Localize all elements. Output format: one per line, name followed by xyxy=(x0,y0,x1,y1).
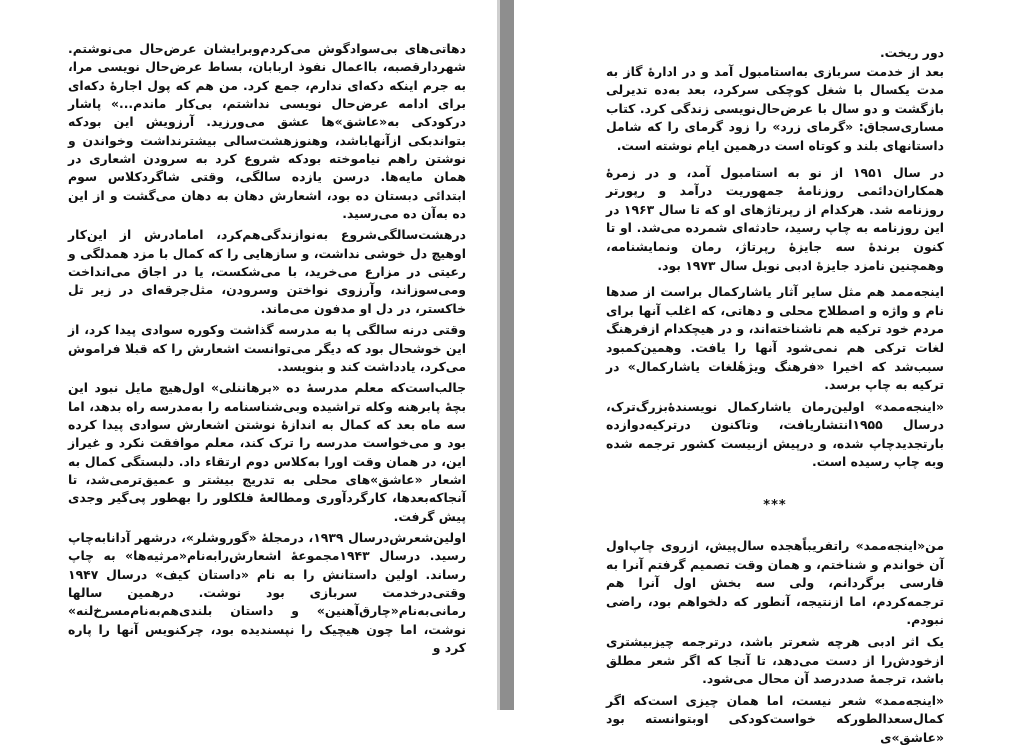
right-page xyxy=(514,0,1024,745)
paragraph: دور ریخت. xyxy=(879,45,944,60)
paragraph: یک اثر ادبی هرچه شعرتر باشد، درترجمه چیزبیشتری ازخودش‌را از دست می‌دهد، تا آنجا که اگر شعر مطلق باشد، ترجمهٔ صددرصد آن محال می‌شود. xyxy=(606,634,944,687)
paragraph: اینجه‌ممد هم مثل سایر آثار یاشارکمال براست از صدها نام و واژه و اصطلاح محلی و دهاتی، که اغلب آنها برای مردم خود ترکیه هم ناشناخته‌اند، و در هیچکدام ازفرهنگ لغات ترکی هم نمی‌شود آنها را یافت. وهمین‌کمبود سبب‌شد که اخیرا «فرهنگ ویژهٔلغات یاشارکمال» در ترکیه به چاپ برسد. xyxy=(606,284,944,393)
paragraph: وقتی درنه سالگی پا به مدرسه گذاشت وکوره سوادی پیدا کرد، از این خوشحال بود که دیگر می‌توانست اشعارش را که قبلا فراموش می‌کرد، یادداشت کند و بنویسد. xyxy=(68,322,466,374)
paragraph: دهاتی‌های بی‌سوادگوش می‌کردم‌وبرایشان عرض‌حال می‌نوشتم. شهردارقصبه، بااعمال نفوذ اربابان، بساط عرض‌حال نویسی مرا، به جرم اینکه دکه‌ای ندارم، جمع کرد. من هم که پول اجارهٔ دکه‌ای برای ادامه عرض‌حال نویسی نداشتم، بی‌کار ماندم...» پاشار درکودکی به«عاشق»ها عشق می‌ورزید. آرزویش این بودکه بتواندبکی ازآنهاباشد، وهنوزهشت‌سالی بیشترنداشت وخواندن و نوشتن راهم نیاموخته بودکه شروع کرد به سرودن اشعاری در همان مایه‌ها. درسن یازده سالگی، وقتی شاگردکلاس سوم ابتدائی دبستان ده بود، اشعارش دهان به دهان می‌گشت و از این ده به‌آن ده می‌رسید. xyxy=(68,41,466,222)
section-separator: *** xyxy=(763,498,787,514)
paragraph: من«اینجه‌ممد» راتفریباًهجده سال‌پیش، ازروی چاپ‌اول آن خواندم و شناختم، و همان وقت تصمیم گرفتم آنرا به فارسی برگردانم، ولی سه بخش اول آنرا هم ترجمه‌کردم، اما ازنتیجه، آنطور که دلخواهم بود، راضی نبودم. xyxy=(606,538,944,628)
paragraph: جالب‌است‌که معلم مدرسهٔ ده «برهاننلی» اول‌هیچ مایل نبود این بچهٔ پابرهنه وکله تراشیده وبی‌شناسنامه را به‌مدرسه راه بدهد، اما سه ماه بعد که کمال به اندازهٔ نوشتن اشعارش سوادی پیدا کرده بود و می‌خواست مدرسه را ترک کند، معلم موافقت نکرد و غیراز این، در همان وقت اورا به‌کلاس دوم ارتقاء داد. دلبستگی کمال به اشعار «عاشق»های محلی به تدریج بیشتر و عمیق‌ترمی‌شد، تا آنجاکه‌بعدها، کارگردآوری ومطالعهٔ فلکلور را بهطور پی‌گیر وجدی پیش گرفت. xyxy=(68,380,466,524)
paragraph: بعد از خدمت سربازی به‌استامبول آمد و در ادارهٔ گاز به مدت یکسال با شغل کوچکی سرکرد، بعد به‌ده تدیرلی بازگشت و دو سال با عرض‌حال‌نویسی زندگی کرد. کتاب مساری‌سجاق: «گرمای زرد» را زود گرمای را که شامل داستانهای بلند و کوتاه است درهمین ایام نوشته است. xyxy=(606,63,944,153)
page-gutter xyxy=(500,0,514,710)
paragraph: در سال ۱۹۵۱ از نو به استامبول آمد، و در زمرهٔ همکاران‌دائمی روزنامهٔ جمهوریت درآمد و رپورتر روزنامه شد. هرکدام از رپرتاژهای او که تا سال ۱۹۶۳ در این روزنامه به چاپ رسید، حادثه‌ای شمرده می‌شد. او تا کنون برندهٔ سه جایزهٔ رپرتاژ، رمان ونمایشنامه، وهمچنین نامزد جایزهٔ ادبی نوبل سال ۱۹۷۳ بود. xyxy=(606,164,944,273)
paragraph: اولین‌شعرش‌درسال ۱۹۳۹، درمجلهٔ «گوروشلر»، درشهر آدانا‌به‌چاپ رسید. درسال ۱۹۴۳مجموعهٔ اشعارش‌رابه‌نام«مرثیه‌ها» به چاپ رساند. اولین داستانش را به نام «داستان کیف» درسال ۱۹۴۷ وقتی‌درخدمت سربازی بود نوشت. درهمین سالها رمانی‌به‌نام«چارق‌آهنین» و داستان بلندی‌هم‌به‌نام‌مسرخ‌لنه» نوشت، اما چون هیچیک را نپسندیده بود، چرکنویس آنها را پاره کرد و xyxy=(68,529,466,655)
paragraph: درهشت‌سالگی‌شروع به‌نوازندگی‌هم‌کرد، امامادرش از این‌کار اوهیچ دل خوشی نداشت، و سازهایی را که کمال با مزد همدلگی و رعیتی در مزارع می‌خرید، با می‌شکست، یا در اجاق می‌انداخت ومی‌سوزاند، وآرزوی نواختن وسرودن، مثل‌جرقه‌ای در زیر تل خاکستر، در دل او مدفون می‌ماند. xyxy=(68,227,466,316)
paragraph: «اینجه‌ممد» اولین‌رمان یاشارکمال نویسندهٔ‌بزرگ‌ترک، درسال ۱۹۵۵انتشاریافت، وتاکنون درترکیه‌دوازده بارتجدیدچاپ شده، و درپیش ازبیست کشور ترجمه شده وبه چاپ رسیده است. xyxy=(606,398,944,470)
left-page xyxy=(0,0,500,710)
paragraph: «اینجه‌ممد» شعر نیست، اما همان چیزی است‌که اگر کمال‌سعدالطورکه خواست‌کودکی اوبتوانسته بود «عاشق»ی xyxy=(606,692,944,745)
